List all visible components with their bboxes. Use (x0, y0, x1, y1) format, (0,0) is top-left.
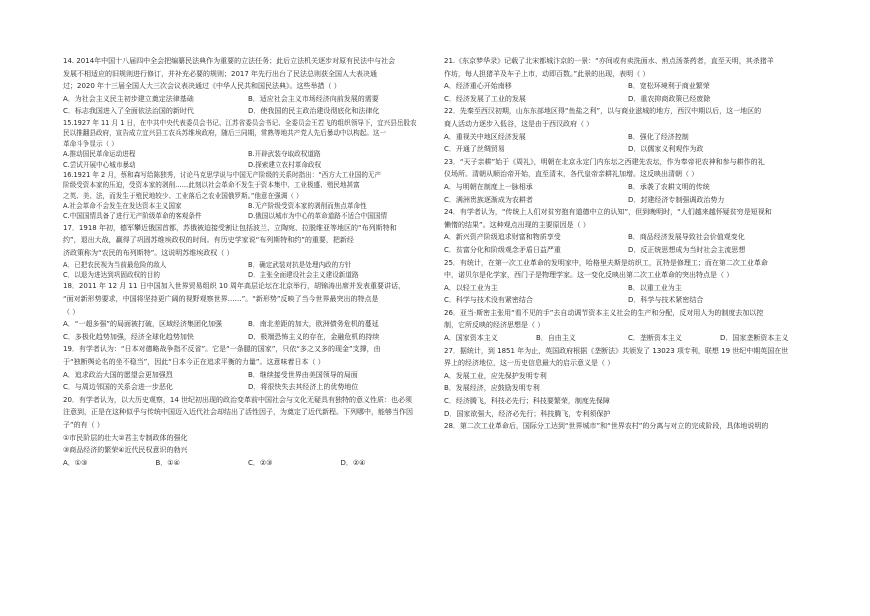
answer-options-row (63, 318, 433, 331)
answer-option: C．与周边邻国的关系会进一步恶化 (63, 383, 173, 392)
question-text-line: 阶级受资本家的压迫，受资本家的剥削……此刻以社会革命不发生于资本集中、工业极盛、殖民地甚富 (63, 181, 360, 190)
answer-options-row (63, 270, 433, 280)
answer-option: A．经济重心开始南移 (444, 82, 512, 91)
answer-option: A．国家资本主义 (444, 334, 498, 343)
answer-options-row (63, 369, 433, 382)
question-text-line: 济政策称为“农民的布列斯特”。这说明苏维埃政权（ ） (63, 249, 234, 258)
answer-option: B．自由主义 (536, 334, 576, 343)
answer-options-row (444, 80, 812, 93)
answer-option: C．以退为进达到巩固政权的目的 (63, 271, 160, 280)
question-text-line: 注意到，正是在这种似乎与传统中国迈入近代社会却结出了活性因子，为奠定了近代新程。下列哪中，能够当作因 (63, 408, 413, 417)
answer-option: D．封建经济专制强调政治势力 (628, 195, 725, 204)
answer-option: C．多极化趋势加强，经济全球化趋势加快 (63, 332, 194, 341)
answer-option: A.社会革命不会发生在发达资本主义国家 (63, 202, 182, 211)
question-text-line: 革命斗争显示（ ） (63, 139, 118, 148)
answer-options-row (444, 131, 812, 144)
question-text-line: D．国家欲强大，经济必先行；科技腾飞，专利须保护 (444, 409, 611, 418)
question-text-line: 22．先秦至西汉初期，山东东部地区得“鱼盐之利”，以与商业滋城的地方，西汉中期以后，这一地区的 (444, 107, 762, 116)
question-text-line: 过；2020 年十三届全国人大三次会议表决通过《中华人民共和国民法典》。这些举措（ ） (63, 82, 341, 91)
answer-option: D．主张全面建设社会主义建设新道路 (248, 271, 359, 280)
question-text-line: 16.1921 年 2 月，蔡和森写给陈独秀，讨论马克思学说与中国无产阶级的关系时指出：“西方大工业国的无产 (63, 170, 382, 179)
answer-options-row (63, 160, 433, 170)
exam-left-column (63, 55, 433, 469)
answer-option: C．科学与技术没有紧密结合 (444, 296, 533, 305)
answer-option: A.推动国民革命运动进程 (63, 150, 136, 159)
question-text-line: 制，它所反映的经济思想是（ ） (444, 321, 545, 330)
answer-option: B.无产阶级受资本家的剥削而焦点革命性 (248, 202, 367, 211)
answer-option: C.尝试开展中心城市暴动 (63, 160, 136, 169)
question-text-line: 之英、美、法，而发生于殖民地较少、工业落后之农业国俄罗斯。”他意在强调（ ） (63, 191, 303, 200)
answer-options-row (63, 211, 433, 221)
question-text-line: 作坊，每人担猪羊及车子上市，动即百数。”此景的出现，表明（ ） (444, 69, 650, 78)
answer-options-row (63, 381, 433, 394)
answer-options-row (63, 331, 433, 344)
answer-option: C．标志我国进入了全面依法治国的新时代 (63, 107, 194, 116)
answer-option: A．以轻工业为主 (444, 283, 498, 292)
answer-options-row (63, 201, 433, 211)
answer-option: D．极端恐怖主义的存在，金融危机的持续 (248, 332, 380, 341)
question-text-line: 商人活动力逐步入低谷，这是由于西汉政府（ ） (444, 119, 594, 128)
answer-option: D．②④ (340, 458, 366, 467)
question-text-line: 15.1927 年 11 月 1 日，在中共中央代表委员会书记、江苏省委员会书记、全委员会王若飞的组织领导下，宜兴县岳股农 (63, 118, 417, 127)
answer-option: A．为社会主义民主初步建立奠定法律基础 (63, 94, 194, 103)
answer-option: B．继续接受世界由美国领导的局面 (248, 370, 358, 379)
answer-option: C．垄断资本主义 (628, 334, 682, 343)
question-text-line: 发展不相适应的旧规则进行修订，并补充必要的规则；2017 年先行出台了民法总则获全国人大表决通 (63, 69, 378, 78)
question-text-line: 20．有学者认为，以大历史观察，14 世纪初出现的政治变革前中国社会与文化无疑具有独特的意义性质：也必须 (63, 395, 413, 404)
question-text-line: 28．第二次工业革命后，国际分工达到“世界城市”和“世界农村”的分离与对立的完成阶段，具体地说明的 (444, 422, 769, 431)
answer-options-row (444, 282, 812, 295)
question-text-line: C．经济腾飞，科技必先行；科技要繁荣，制度先保障 (444, 397, 610, 406)
question-text-line: 27．据统计，到 1851 年为止，英国政府根据《垄断法》共颁发了 13023 项专利，联想 19 世纪中期英国在世 (444, 346, 789, 355)
answer-option: A．已把农民视为当前最危险的敌人 (63, 260, 167, 269)
answer-options-row (63, 457, 433, 470)
answer-options-row (444, 332, 812, 345)
question-text-line: 25．有统计，在第一次工业革命的发明家中，哈格里夫斯是纺织工，瓦特是修理工；而在第二次工业革命 (444, 258, 768, 267)
question-text-line: ①市民阶层的壮大②君主专制政体的强化 (63, 433, 188, 442)
answer-option: B．适应社会主义市场经济向前发展的需要 (248, 94, 379, 103)
question-text-line: 21.《东京梦华录》记载了北宋都城汴京的一景：“亦间或有卖洗面水、煎点汤茶药者，直至天明，其杀猪羊 (444, 57, 774, 65)
question-text-line: 民以推翻县政府，宣告成立宜兴县工农兵苏维埃政府，随后三同期，常熟等地共产党人先后暴动中以构起。这一 (63, 129, 387, 138)
answer-options-row (444, 93, 812, 106)
answer-option: A．重视关中地区经济发展 (444, 132, 526, 141)
answer-option: C.中国国情具备了进行无产阶级革命的客观条件 (63, 212, 202, 221)
answer-option: D．反正统思想成为当时社会主流思想 (628, 245, 746, 254)
answer-option: D．国家垄断资本主义 (720, 334, 789, 343)
answer-options-row (63, 93, 433, 106)
answer-options-row (63, 105, 433, 118)
answer-option: A．新兴资产阶级追求财富和物质享受 (444, 233, 561, 242)
answer-option: D.俄国以城市为中心的革命道路不适合中国国情 (248, 212, 388, 221)
answer-option: B．南北差距的加大，欧洲债务危机的蔓延 (248, 320, 379, 329)
question-text-line: 子”的有（ ） (63, 420, 104, 429)
answer-option: C．②③ (248, 458, 273, 467)
question-text-line: ③商品经济的繁荣④近代民权意识的勃兴 (63, 446, 188, 455)
question-text-line: B．发展经济，应鼓励发明专利 (444, 384, 540, 393)
answer-option: C．贫富分化和阶级观念矛盾日益严重 (444, 245, 561, 254)
answer-option: B．商品经济发展导致社会价值观变化 (628, 233, 745, 242)
question-text-line: 24．有学者认为，“传统上人们对贫穷抱有道德中立的认知”，但到晚明时，“人们越来越怀疑贫穷是短视和 (444, 208, 772, 217)
answer-option: A．①③ (63, 458, 88, 467)
question-text-line: 18．2011 年 12 月 11 日中国加入世界贸易组织 10 周年高层论坛在北京举行，胡锦涛出席并发表重要讲话， (63, 282, 406, 291)
answer-options-row (444, 294, 812, 307)
answer-option: B．①④ (155, 458, 180, 467)
answer-option: A．与明朝在制度上一脉相承 (444, 182, 533, 191)
answer-option: D．使我国的民主政治建设彻底化和法律化 (248, 107, 380, 116)
answer-option: B．以重工业为主 (628, 283, 682, 292)
answer-option: D．重农抑商政策已经废除 (628, 94, 711, 103)
question-text-line: 懒惰的结果”。这种观点出现的主要原因是（ ） (444, 220, 590, 229)
answer-options-row (444, 194, 812, 207)
question-text-line: 14. 2014年中国十八届四中全会把编纂民法典作为重要的立法任务；此后立法机关逐步对原有民法中与社会 (63, 57, 396, 65)
answer-options-row (444, 244, 812, 257)
question-text-line: （ ） (63, 307, 80, 316)
answer-option: D.探索建立农村革命政权 (248, 160, 322, 169)
answer-option: B．强化了经济控制 (628, 132, 689, 141)
question-text-line: 23．“天子亲耕”始于《周礼》，明朝在北京永定门内东坛之西建先农坛，作为奉帝祀农神和参与耕作的礼 (444, 157, 765, 166)
answer-option: B．承袭了农耕文明的传统 (628, 182, 710, 191)
question-text-line: 仪场所。清朝从顺治帝开始，直至清末，各代皇帝亲耕礼加增。这反映出清朝（ ） (444, 170, 699, 179)
answer-option: C．开通了丝绸贸易 (444, 145, 505, 154)
answer-options-row (63, 149, 433, 159)
question-text-line: 19．有学者认为：“日本对德略战争指不反省”。它是“一条腿的国家”，只依“多之又多的现金”支撑，由 (63, 345, 381, 354)
answer-options-row (63, 260, 433, 270)
answer-option: C．经济发展了工业的发展 (444, 94, 526, 103)
question-text-line: 于“独断舆论名的坐不稳当”，因此“日本今正在追求平衡的力量”。这意味着日本（ ） (63, 358, 325, 366)
question-text-line: 约”，退出大战，赢得了巩固苏维埃政权的时间。有历史学家说“布列斯特和约”的重要，把新经 (63, 236, 354, 245)
answer-option: B．宽松环境利于商业繁荣 (628, 82, 710, 91)
answer-options-row (444, 231, 812, 244)
question-text-line: “面对新形势要求，中国将坚持更广阔的视野观察世界……”。“新形势”反映了当今世界最突出的特点是 (63, 295, 379, 304)
answer-option: B．确定武装对抗是处理内政的方针 (248, 260, 352, 269)
answer-option: D．以儒家义利观作为政 (628, 145, 704, 154)
answer-option: D．科学与技术紧密结合 (628, 296, 704, 305)
question-text-line: 界上的经济地位，这一历史信息最大的启示意义是（ ） (444, 359, 615, 368)
question-text-line: 17．1918 年初，德军攀近俄国首都，苏俄被迫接受割让包括波兰、立陶宛、拉脱维亚等地区的“布列斯特和 (63, 223, 397, 232)
answer-options-row (444, 143, 812, 156)
answer-option: A．“一超多强”的局面被打破，区域经济集团化加强 (63, 320, 223, 329)
answer-options-row (444, 181, 812, 194)
question-text-line: A．发展工业，应先保护发明专利 (444, 371, 547, 380)
answer-option: D．将很快失去其经济上的优势地位 (248, 383, 359, 392)
answer-option: C．满洲贵族逐渐成为农耕者 (444, 195, 533, 204)
exam-right-column (444, 55, 812, 433)
question-text-line: 26．亚当·斯密主张用“看不见的手”去自动调节资本主义社会的生产和分配，反对用人为的制度去加以控 (444, 308, 764, 317)
question-text-line: 中，诺贝尔是化学家，西门子是物理学家。这一变化反映出第二次工业革命的突出特点是（ ） (444, 271, 734, 280)
answer-option: A．追求政治大国的愿望会更加强烈 (63, 370, 173, 379)
answer-option: B.开辟武装夺取政权道路 (248, 150, 321, 159)
